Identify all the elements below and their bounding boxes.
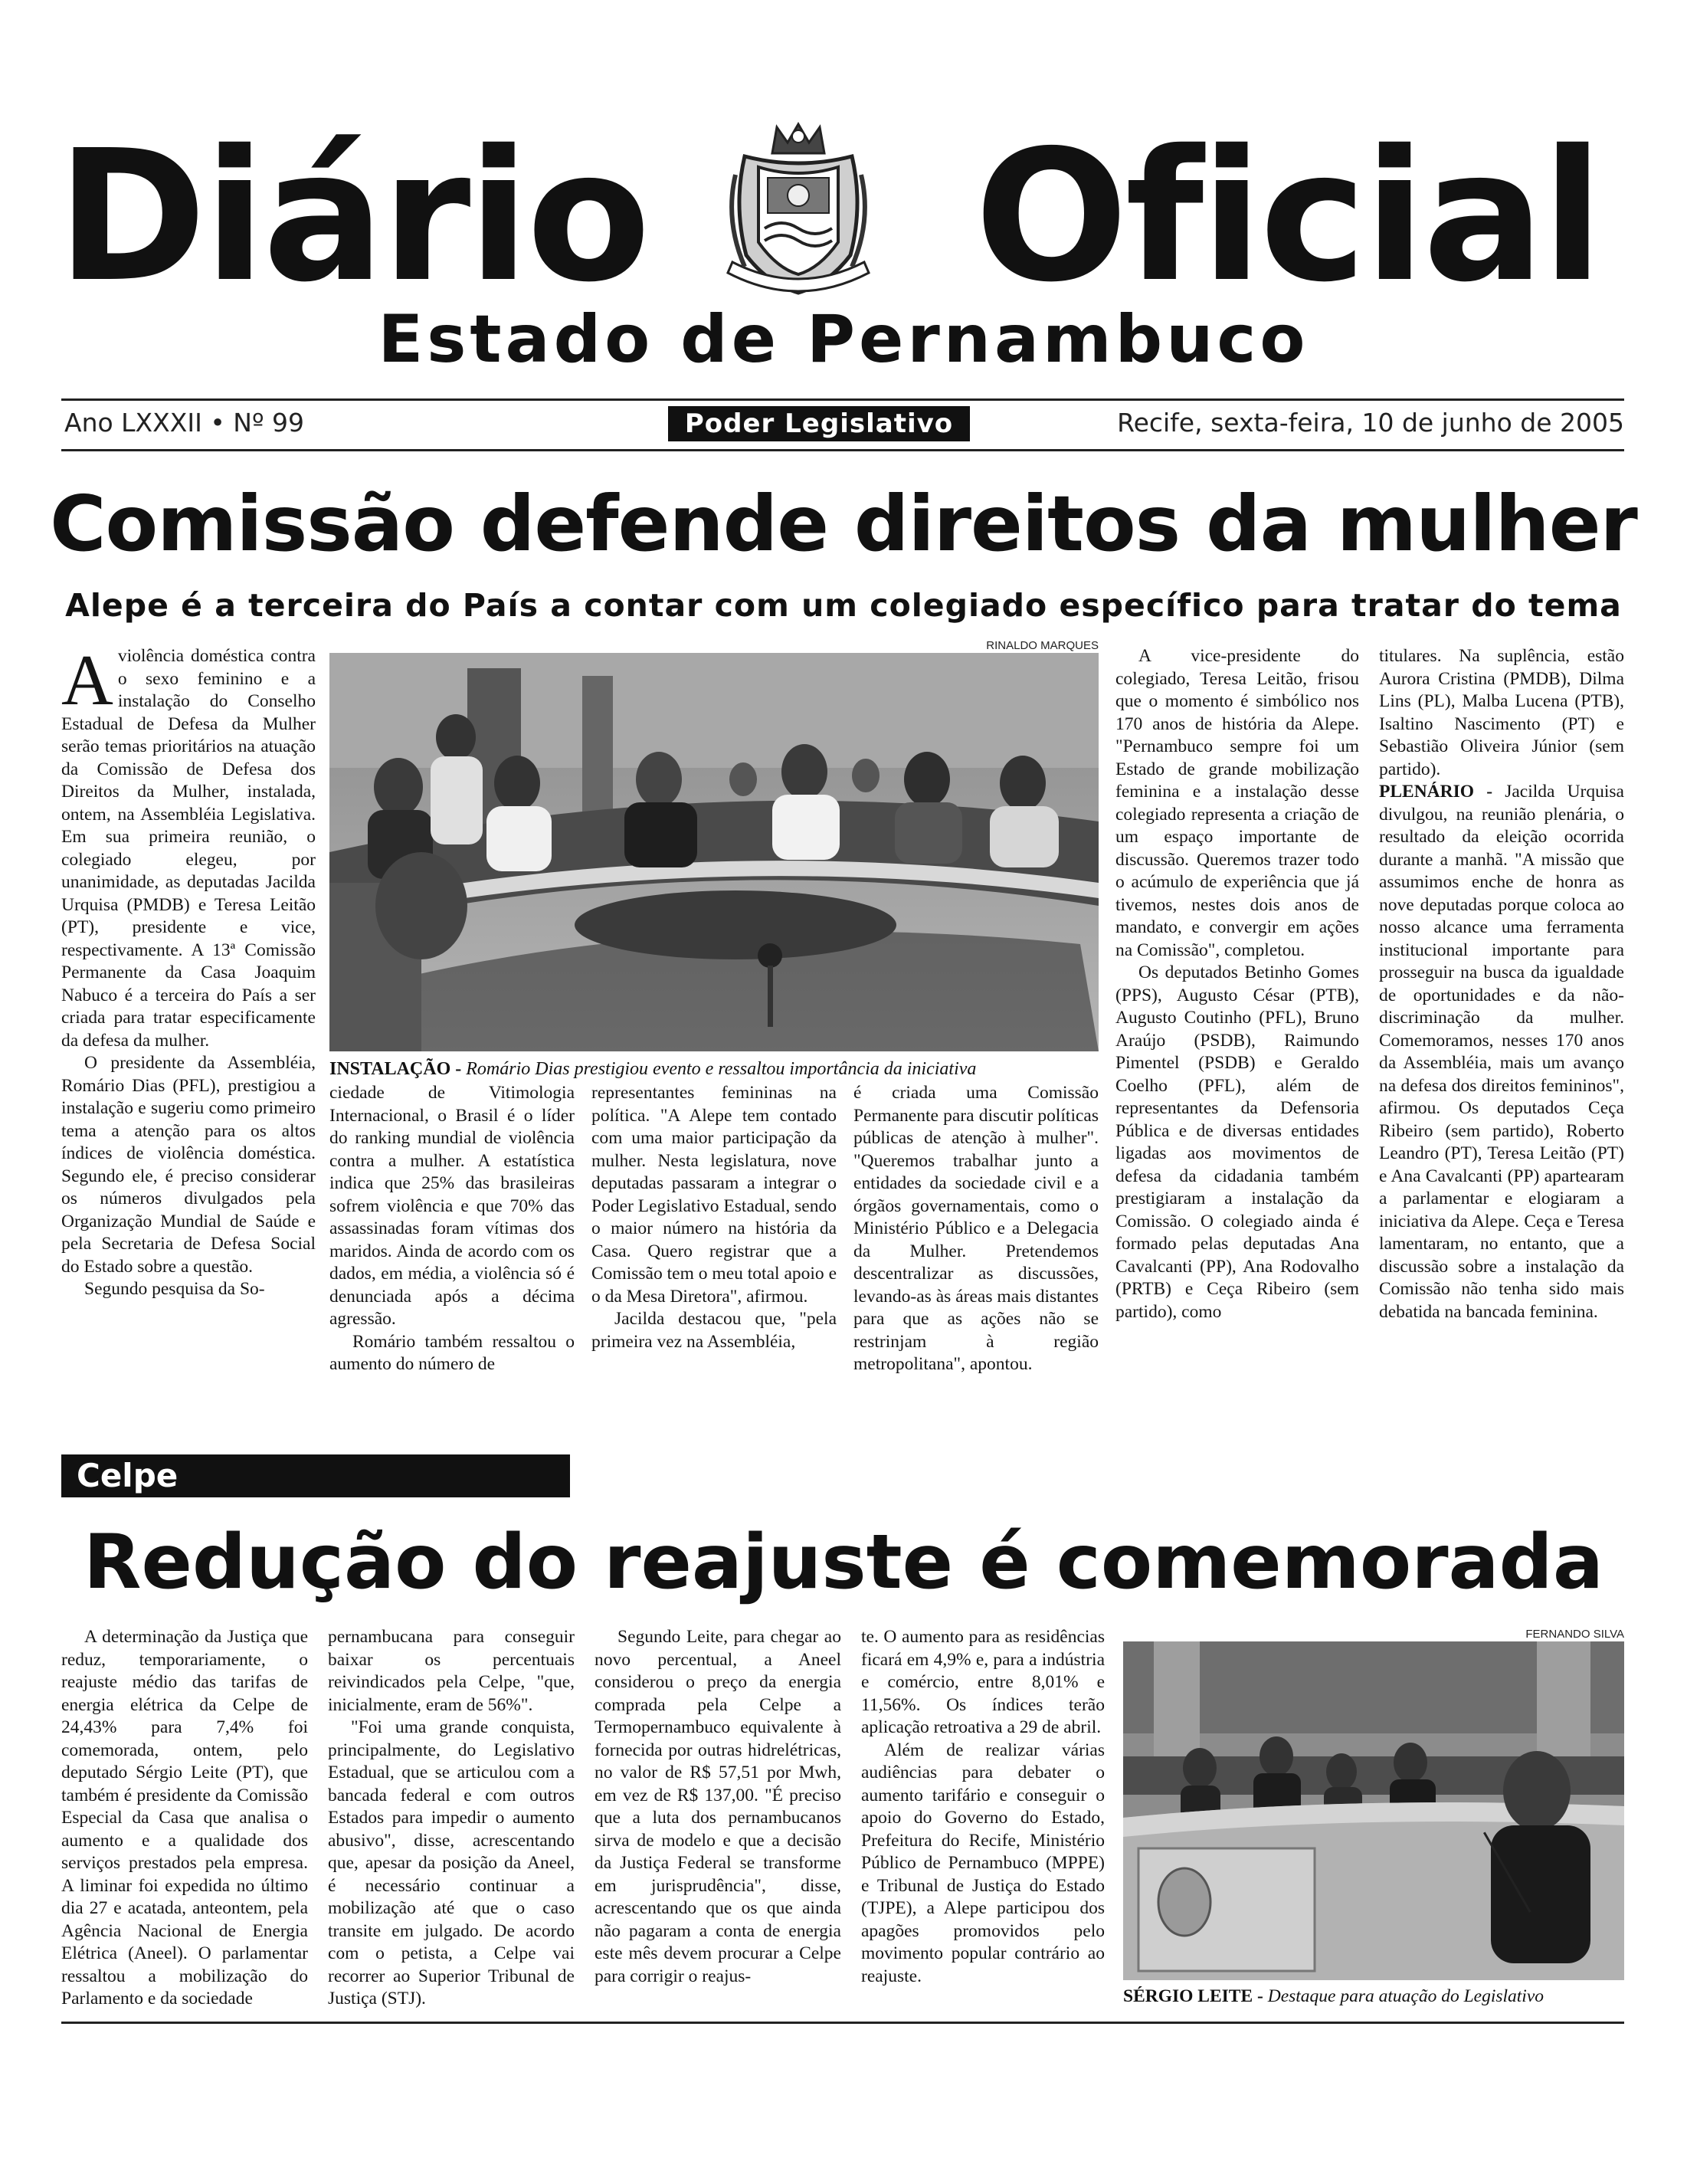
story1-headline: Comissão defende direitos da mulher <box>50 479 1637 569</box>
masthead-title-right: Oficial <box>975 111 1601 322</box>
story1-caption-text: Romário Dias prestigiou evento e ressaltou importância da iniciativa <box>466 1059 977 1079</box>
masthead-title-left: Diário <box>57 111 648 322</box>
story1-dropcap: A <box>61 641 113 720</box>
story2-photo-sergio-leite-plenary <box>1123 1641 1624 1980</box>
story2-photo-credit: FERNANDO SILVA <box>1525 1628 1624 1641</box>
story2-paragraph: te. O aumento para as residências ficará em 4,9% e, para a indústria e comércio, entre 8,01% e 11,56%. Os índices terão aplicação retroativa a 29 de abril. <box>861 1627 1105 1737</box>
story2-column-1 <box>61 1626 308 2011</box>
story1-column-6 <box>1379 645 1624 1323</box>
story2-caption-label: SÉRGIO LEITE - <box>1123 1986 1263 2006</box>
story2-headline: Redução do reajuste é comemorada <box>84 1519 1603 1606</box>
story1-photo-credit: RINALDO MARQUES <box>986 639 1099 652</box>
story2-paragraph: Segundo Leite, para chegar ao novo percentual, a Aneel considerou o preço da energia comprada pela Celpe a Termopernambuco equivalente à fornecida por outras hidrelétricas, no valor de R$ 57,51 por Mwh, em vez de R$ 137,00. "É preciso que a luta dos pernambucanos sirva de modelo e que a decisão da Justiça Federal se transforme em jurisprudência", disse, acrescentando que os que ainda não pagaram a conta de energia este mês devem procurar a Celpe para corrigir o reajus- <box>595 1627 841 1986</box>
story2-photo-caption <box>1123 1985 1629 2008</box>
story1-paragraph: O presidente da Assembléia, Romário Dias (PFL), prestigiou a instalação e sugeriu como primeiro tema a atenção para os altos índices de violência doméstica. Segundo ele, é preciso considerar os números divulgados pela Organização Mundial de Saúde e pela Secretaria de Defesa Social do Estado sobre a questão. <box>61 1053 316 1277</box>
story2-column-4 <box>861 1626 1105 1988</box>
story1-photo-commission-meeting <box>329 653 1099 1051</box>
story1-paragraph: Os deputados Betinho Gomes (PPS), Augusto César (PTB), Augusto Coutinho (PFL), Bruno Araújo (PSDB), Raimundo Pimentel (PSDB) e Geraldo Coelho (PFL), além de representantes da Defensoria Pública e de diversas entidades ligadas aos movimentos de defesa da cidadania também prestigiaram a instalação da Comissão. O colegiado ainda é formado pelas deputadas Ana Cavalcanti (PP), Ana Rodovalho (PRTB) e Ceça Ribeiro (sem partido), como <box>1115 962 1359 1322</box>
story1-column-2 <box>329 1082 575 1376</box>
masthead-bottom-rule <box>61 449 1624 451</box>
story1-column-3 <box>591 1082 837 1353</box>
page-bottom-rule <box>61 2022 1624 2024</box>
story2-paragraph: "Foi uma grande conquista, principalmente, do Legislativo Estadual, que se articulou com a bancada federal e com outros Estados para impedir o aumento abusivo", disse, acrescentando que, apesar da posição da Aneel, é necessário continuar a mobilização até que o caso transite em julgado. De acordo com o petista, a Celpe vai recorrer ao Superior Tribunal de Justiça (STJ). <box>328 1717 575 2009</box>
story2-caption-text: Destaque para atuação do Legislativo <box>1267 1986 1545 2006</box>
story2-column-2 <box>328 1626 575 2011</box>
section-badge-celpe: Celpe <box>61 1454 570 1497</box>
story1-paragraph: Romário também ressaltou o aumento do número de <box>329 1331 575 1374</box>
story2-paragraph: pernambucana para conseguir baixar os percentuais reivindicados pela Celpe, "que, inicialmente, eram de 56%". <box>328 1627 575 1715</box>
story2-column-3 <box>595 1626 841 1988</box>
story1-paragraph: representantes femininas na política. "A Alepe tem contado com uma maior participação da mulher. Nesta legislatura, nove deputadas passaram a integrar o Poder Legislativo Estadual, sendo o maior número na história da Casa. Quero registrar que a Comissão tem o meu total apoio e o da Mesa Diretora", afirmou. <box>591 1083 837 1307</box>
story1-column-1 <box>61 641 316 1301</box>
story1-paragraph: é criada uma Comissão Permanente para discutir políticas públicas de atenção à mulher". "Queremos trabalhar junto a entidades da sociedade civil e a órgãos governamentais, como o Ministério Público e a Delegacia da Mulher. Pretendemos descentralizar as discussões, levando-as às áreas mais distantes para que as ações não se restrinjam à região metropolitana", apontou. <box>853 1083 1099 1374</box>
section-badge-poder-legislativo: Poder Legislativo <box>668 406 970 441</box>
story1-lead-text: violência doméstica contra o sexo feminino e a instalação do Conselho Estadual de Defesa da Mulher serão temas prioritários na atuação da Comissão de Defesa dos Direitos da Mulher, instalada, ontem, na Assembléia Legislativa. Em sua primeira reunião, o colegiado elegeu, por unanimidade, as deputadas Jacilda Urquisa (PMDB) e Teresa Leitão (PT), presidente e vice, respectivamente. A 13ª Comissão Permanente da Casa Joaquim Nabuco é a terceira do País a ser criada para tratar especificamente da defesa da mulher. <box>61 646 316 1051</box>
story1-caption-label: INSTALAÇÃO - <box>329 1059 462 1079</box>
edition-number: Ano LXXXII • Nº 99 <box>64 408 305 438</box>
masthead-subtitle: Estado de Pernambuco <box>378 301 1309 378</box>
dateline: Recife, sexta-feira, 10 de junho de 2005 <box>1117 408 1624 438</box>
story1-column-5 <box>1115 645 1359 1323</box>
story2-paragraph: Além de realizar várias audiências para debater o aumento tarifário e conseguir o apoio do Governo do Estado, Prefeitura do Recife, Ministério Público de Pernambuco (MPPE) e Tribunal de Justiça do Estado (TJPE), a Alepe participou dos apagões promovidos pelo movimento popular contrário ao reajuste. <box>861 1740 1105 1986</box>
story1-paragraph: ciedade de Vitimologia Internacional, o Brasil é o líder do ranking mundial de violência contra a mulher. A estatística indica que 25% das brasileiras sofrem violência e que 70% das assassinadas foram vítimas dos maridos. Ainda de acordo com os dados, em média, a violência só é denunciada após a décima agressão. <box>329 1083 575 1329</box>
masthead-top-rule <box>61 398 1624 401</box>
story1-paragraph: Jacilda Urquisa divulgou, na reunião plenária, o resultado da eleição ocorrida durante a manhã. "A missão que assumimos enche de honra as nove deputadas porque coloca ao nosso alcance uma ferramenta institucional importante para prosseguir na busca da igualdade de oportunidades e da não-discriminação da mulher. Comemoramos, nesses 170 anos da Assembléia, mais um avanço na defesa dos direitos femininos", afirmou. Os deputados Ceça Ribeiro (sem partido), Roberto Leandro (PT), Teresa Leitão (PT) e Ana Cavalcanti (PP) apartearam a parlamentar e elogiaram a iniciativa da Alepe. Ceça e Teresa lamentaram, no entanto, que a discussão sobre a instalação da Comissão não tenha sido mais debatida na bancada feminina. <box>1379 782 1624 1322</box>
story2-paragraph: A determinação da Justiça que reduz, temporariamente, o reajuste médio das tarifas de energia elétrica da Celpe de 24,43% para 7,4% foi comemorada, ontem, pelo deputado Sérgio Leite (PT), que também é presidente da Comissão Especial da Casa que analisa o aumento e a qualidade dos serviços prestados pela empresa. A liminar foi expedida no último dia 27 e acatada, anteontem, pela Agência Nacional de Energia Elétrica (Aneel). O parlamentar ressaltou a mobilização do Parlamento e da sociedade <box>61 1627 308 2009</box>
story1-paragraph: Segundo pesquisa da So- <box>84 1279 265 1299</box>
story1-column-4 <box>853 1082 1099 1376</box>
story1-paragraph: Jacilda destacou que, "pela primeira vez na Assembléia, <box>591 1309 837 1352</box>
story1-deck: Alepe é a terceira do País a contar com um colegiado específico para tratar do tema <box>65 587 1622 624</box>
story1-paragraph: titulares. Na suplência, estão Aurora Cristina (PMDB), Dilma Lins (PL), Malba Lucena (PTB), Isaltino Nascimento (PT) e Sebastião Oliveira Júnior (sem partido). <box>1379 646 1624 779</box>
story1-kicker-plenario: PLENÁRIO - <box>1379 782 1493 802</box>
pernambuco-coat-of-arms-icon <box>722 121 875 299</box>
story1-photo-caption <box>329 1058 1103 1081</box>
story1-paragraph: A vice-presidente do colegiado, Teresa Leitão, frisou que o momento é simbólico nos 170 anos de história da Alepe. "Pernambuco sempre foi um Estado de grande mobilização feminina e a instalação desse colegiado representa a criação de um espaço importante de discussão. Queremos trazer todo o acúmulo de experiência que já tivemos, nestes dois anos de mandato, e convergir em ações na Comissão", completou. <box>1115 646 1359 960</box>
